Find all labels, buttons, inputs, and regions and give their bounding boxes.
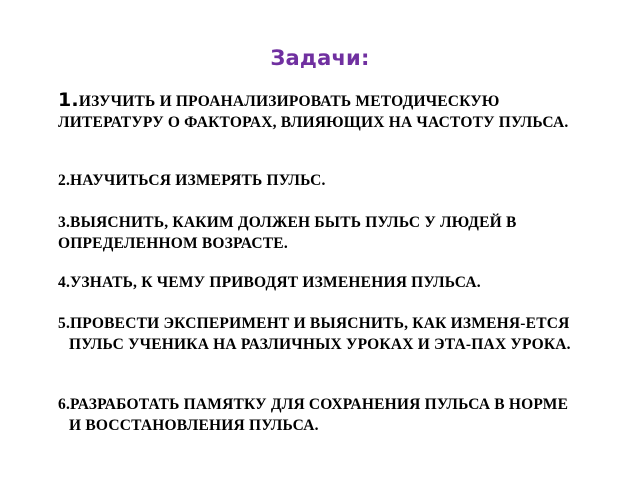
task-item-2 [58, 170, 578, 191]
task-number: 2. [58, 172, 71, 189]
task-text: ПРОВЕСТИ ЭКСПЕРИМЕНТ И ВЫЯСНИТЬ, КАК ИЗМЕНЯ-ЕТСЯ ПУЛЬС УЧЕНИКА НА РАЗЛИЧНЫХ УРОКАХ И ЭТА-ПАХ УРОКА. [69, 315, 571, 353]
task-text: РАЗРАБОТАТЬ ПАМЯТКУ ДЛЯ СОХРАНЕНИЯ ПУЛЬСА В НОРМЕ И ВОССТАНОВЛЕНИЯ ПУЛЬСА. [69, 396, 569, 434]
task-item-3 [58, 212, 578, 254]
task-number: 1. [58, 89, 79, 111]
task-item-6 [58, 394, 579, 436]
task-number: 3. [58, 214, 71, 231]
task-text: ВЫЯСНИТЬ, КАКИМ ДОЛЖЕН БЫТЬ ПУЛЬС У ЛЮДЕЙ В ОПРЕДЕЛЕННОМ ВОЗРАСТЕ. [58, 214, 517, 252]
slide-title: Задачи: [270, 46, 370, 70]
task-item-1 [58, 90, 578, 133]
task-text: ИЗУЧИТЬ И ПРОАНАЛИЗИРОВАТЬ МЕТОДИЧЕСКУЮ ЛИТЕРАТУРУ О ФАКТОРАХ, ВЛИЯЮЩИХ НА ЧАСТОТУ ПУЛЬСА. [58, 93, 569, 131]
task-text: УЗНАТЬ, К ЧЕМУ ПРИВОДЯТ ИЗМЕНЕНИЯ ПУЛЬСА. [70, 274, 481, 291]
task-number: 6. [58, 396, 71, 413]
task-number: 4. [58, 274, 71, 291]
task-number: 5. [58, 315, 71, 332]
task-text: НАУЧИТЬСЯ ИЗМЕРЯТЬ ПУЛЬС. [70, 172, 326, 189]
task-item-5 [58, 313, 579, 355]
task-item-4 [58, 272, 578, 293]
